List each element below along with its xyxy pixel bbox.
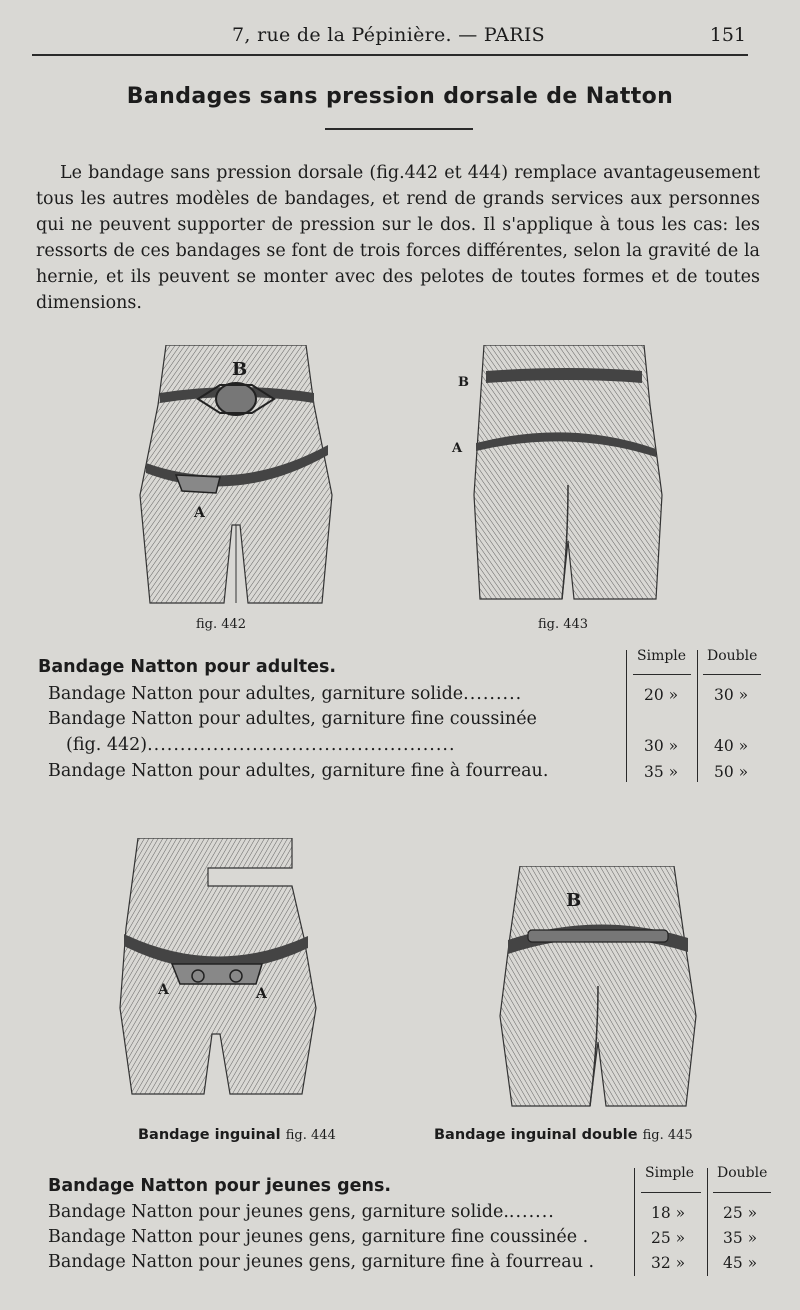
- page-title: Bandages sans pression dorsale de Natton: [126, 84, 674, 109]
- adults-row-2-double: 40 »: [714, 737, 749, 755]
- adults-row-2-continuation: [66, 735, 622, 755]
- young-row-1-simple: 18 »: [651, 1204, 686, 1222]
- running-header: [32, 20, 748, 56]
- adults-row-1-simple: 20 »: [644, 686, 679, 704]
- figure-442-label-b: B: [232, 359, 248, 380]
- figure-445-caption-num: fig. 445: [642, 1128, 693, 1143]
- figure-444-illustration: [112, 838, 322, 1098]
- adults-row-3-label: Bandage Natton pour adultes, garniture fine à fourreau.: [48, 761, 549, 781]
- adults-row-1-label: Bandage Natton pour adultes, garniture solide: [48, 684, 464, 704]
- young-row-3-double: 45 »: [723, 1254, 758, 1272]
- adults-heading: Bandage Natton pour adultes.: [38, 657, 337, 677]
- adults-row-3-double: 50 »: [714, 763, 749, 781]
- young-row-1-double: 25 »: [723, 1204, 758, 1222]
- figure-445-caption: [434, 1127, 693, 1143]
- figure-445-illustration: [498, 866, 698, 1110]
- adults-row-1: [48, 684, 622, 704]
- title-rule: [325, 128, 473, 130]
- young-col-double: Double: [717, 1165, 768, 1181]
- adults-double-underline: [703, 674, 761, 675]
- figure-444-caption-num: fig. 444: [285, 1128, 336, 1143]
- adults-row-1-double: 30 »: [714, 686, 749, 704]
- figure-443-label-a: A: [452, 441, 463, 456]
- adults-simple-underline: [633, 674, 691, 675]
- adults-col-simple: Simple: [637, 648, 687, 664]
- adults-row-1-dots: .........: [463, 684, 523, 704]
- figure-445-label-b: B: [566, 890, 582, 911]
- figure-442-illustration: [136, 345, 336, 605]
- figure-444-caption-text: Bandage inguinal: [138, 1127, 281, 1143]
- figure-443-label-b: B: [458, 375, 469, 390]
- adults-col-double: Double: [707, 648, 758, 664]
- intro-paragraph: Le bandage sans pression dorsale (fig.442 et 444) remplace avantageusement tous les autres modèles de bandages, et rend de grands services aux personnes qui ne peuvent supporter de pression sur le dos. Il s'applique à tous les cas: les ressorts de ces bandages se font de trois forces différentes, selon la gravité de la hernie, et ils peuvent se monter avec des pelotes de toutes formes et de toutes dimensions.: [36, 163, 760, 313]
- adults-row-3: [48, 761, 626, 781]
- young-heading: Bandage Natton pour jeunes gens.: [48, 1176, 392, 1196]
- young-row-2-simple: 25 »: [651, 1229, 686, 1247]
- figure-443-illustration: [452, 345, 670, 605]
- young-row-3: [48, 1252, 632, 1272]
- young-row-1-dots: .......: [508, 1202, 555, 1222]
- adults-row-2-dots: ...............................................: [147, 735, 456, 755]
- figure-443-caption: fig. 443: [538, 617, 589, 632]
- adults-row-2-label: Bandage Natton pour adultes, garniture fine coussinée: [48, 709, 537, 729]
- figure-444-label-a-right: A: [256, 986, 267, 1002]
- adults-row-2-simple: 30 »: [644, 737, 679, 755]
- figure-444-caption: [138, 1127, 336, 1143]
- young-row-1: [48, 1202, 632, 1222]
- figure-445-caption-text: Bandage inguinal double: [434, 1127, 638, 1143]
- young-row-3-label: Bandage Natton pour jeunes gens, garniture fine à fourreau .: [48, 1252, 595, 1272]
- young-row-3-simple: 32 »: [651, 1254, 686, 1272]
- young-col-simple: Simple: [645, 1165, 695, 1181]
- adults-table-divider-mid: [697, 650, 698, 782]
- young-simple-underline: [641, 1192, 701, 1193]
- young-row-2: [48, 1227, 632, 1247]
- young-double-underline: [713, 1192, 771, 1193]
- figure-442-label-a: A: [194, 505, 205, 521]
- young-row-1-label: Bandage Natton pour jeunes gens, garniture solide.: [48, 1202, 509, 1222]
- adults-row-2: [48, 709, 622, 729]
- header-address: 7, rue de la Pépinière. — PARIS: [232, 24, 545, 46]
- young-table-divider-left: [634, 1168, 635, 1276]
- young-table-divider-mid: [707, 1168, 708, 1276]
- young-row-2-label: Bandage Natton pour jeunes gens, garniture fine coussinée .: [48, 1227, 589, 1247]
- figure-442-caption: fig. 442: [196, 617, 247, 632]
- page-number: 151: [709, 24, 746, 46]
- adults-row-3-simple: 35 »: [644, 763, 679, 781]
- young-row-2-double: 35 »: [723, 1229, 758, 1247]
- figure-444-label-a-left: A: [158, 982, 169, 998]
- adults-row-2-label-cont: (fig. 442): [66, 735, 148, 755]
- adults-table-divider-left: [626, 650, 627, 782]
